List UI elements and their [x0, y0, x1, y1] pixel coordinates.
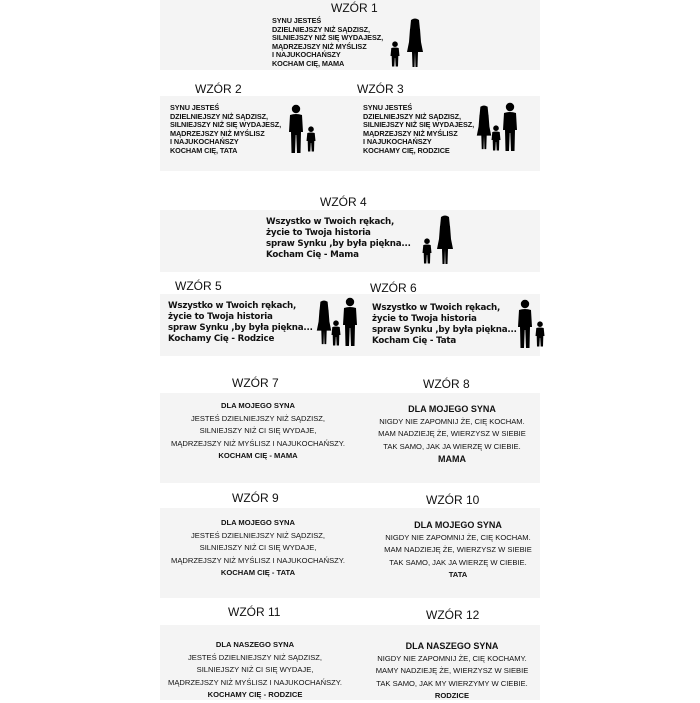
heading: DLA NASZEGO SYNA: [215, 640, 295, 649]
line: spraw Synku ,by była piękna...: [372, 325, 517, 335]
template-10-text: [358, 519, 558, 582]
template-1-text: [272, 17, 383, 69]
line: MAMY NADZIEJĘ ŻE, WIERZYSZ W SIEBIE: [375, 666, 529, 675]
father-son-silhouette-icon: [285, 103, 319, 155]
template-12-title: WZÓR 12: [426, 608, 480, 622]
signature: TATA: [448, 570, 468, 579]
line: MĄDRZEJSZY NIŻ MYŚLISZ: [272, 41, 367, 51]
template-10-title: WZÓR 10: [426, 493, 480, 507]
mother-son-silhouette-icon: [387, 17, 427, 69]
template-6-title: WZÓR 6: [370, 281, 417, 295]
line: SILNIEJSZY NIŻ SIĘ WYDAJESZ,: [272, 33, 384, 43]
line: spraw Synku ,by była piękna...: [266, 239, 411, 249]
line: SILNIEJSZY NIŻ CI SIĘ WYDAJE,: [199, 426, 317, 435]
line: JESTEŚ DZIELNIEJSZY NIŻ SĄDZISZ,: [190, 413, 326, 423]
template-4-title: WZÓR 4: [320, 195, 367, 209]
parents-son-silhouette-icon: [475, 101, 521, 153]
line: TAK SAMO, JAK JA WIERZĘ W CIEBIE.: [383, 441, 521, 451]
template-3-title: WZÓR 3: [357, 82, 404, 96]
line: MĄDRZEJSZY NIŻ MYŚLISZ I NAJUKOCHAŃSZY.: [168, 677, 342, 687]
line: życie to Twoja historia: [266, 228, 371, 238]
template-1-title: WZÓR 1: [331, 1, 378, 15]
template-5-text: [168, 301, 313, 345]
line: życie to Twoja historia: [168, 312, 273, 322]
line: SYNU JESTEŚ: [170, 103, 220, 112]
template-7-title: WZÓR 7: [232, 376, 279, 390]
line: SILNIEJSZY NIŻ CI SIĘ WYDAJE,: [199, 543, 317, 552]
line: DZIELNIEJSZY NIŻ SĄDZISZ,: [170, 111, 268, 121]
mother-son-silhouette-icon: [420, 214, 456, 266]
line: Kocham Cię - Tata: [372, 336, 457, 346]
line: I NAJUKOCHAŃSZY: [170, 137, 239, 147]
line: MĄDRZEJSZY NIŻ MYŚLISZ I NAJUKOCHAŃSZY.: [171, 438, 345, 448]
line: MAM NADZIEJĘ ŻE, WIERZYSZ W SIEBIE: [384, 545, 532, 554]
line: MĄDRZEJSZY NIŻ MYŚLISZ: [363, 128, 458, 138]
template-2-title: WZÓR 2: [195, 82, 242, 96]
line: DZIELNIEJSZY NIŻ SĄDZISZ,: [363, 111, 461, 121]
line: SILNIEJSZY NIŻ SIĘ WYDAJESZ,: [170, 120, 282, 130]
template-11-title: WZÓR 11: [228, 605, 281, 619]
line: SYNU JESTEŚ: [363, 103, 413, 112]
line: TAK SAMO, JAK JA WIERZĘ W CIEBIE.: [389, 557, 527, 567]
heading: DLA MOJEGO SYNA: [414, 520, 502, 530]
signature: RODZICE: [434, 691, 470, 700]
line: KOCHAM CIĘ, MAMA: [272, 58, 345, 68]
line: Wszystko w Twoich rękach,: [168, 301, 297, 311]
line: I NAJUKOCHAŃSZY: [272, 50, 341, 60]
signature: KOCHAM CIĘ - MAMA: [218, 451, 298, 460]
line: TAK SAMO, JAK MY WIERZYMY W CIEBIE.: [376, 678, 528, 688]
template-9-title: WZÓR 9: [232, 491, 279, 505]
line: KOCHAMY CIĘ, RODZICE: [363, 145, 450, 155]
line: JESTEŚ DZIELNIEJSZY NIŻ SĄDZISZ,: [190, 530, 326, 540]
line: DZIELNIEJSZY NIŻ SĄDZISZ,: [272, 24, 370, 34]
line: SILNIEJSZY NIŻ SIĘ WYDAJESZ,: [363, 120, 475, 130]
heading: DLA MOJEGO SYNA: [221, 518, 295, 527]
heading: DLA NASZEGO SYNA: [405, 641, 499, 651]
template-11-text: [155, 639, 355, 702]
line: MAM NADZIEJĘ ŻE, WIERZYSZ W SIEBIE: [378, 429, 526, 438]
template-7-text: [158, 400, 358, 463]
line: MĄDRZEJSZY NIŻ MYŚLISZ: [170, 128, 265, 138]
signature: KOCHAM CIĘ - TATA: [220, 568, 296, 577]
template-3-text: [363, 104, 474, 156]
template-8-title: WZÓR 8: [423, 377, 470, 391]
line: JESTEŚ DZIELNIEJSZY NIŻ SĄDZISZ,: [187, 652, 323, 662]
line: NIGDY NIE ZAPOMNIJ ŻE, CIĘ KOCHAM.: [379, 416, 525, 426]
line: SILNIEJSZY NIŻ CI SIĘ WYDAJE,: [196, 665, 314, 674]
line: Kocham Cię - Mama: [266, 250, 359, 260]
signature: KOCHAMY CIĘ - RODZICE: [207, 690, 303, 699]
template-4-text: [266, 217, 411, 261]
template-6-text: [372, 303, 517, 347]
signature: MAMA: [438, 454, 466, 464]
line: Wszystko w Twoich rękach,: [266, 217, 395, 227]
line: Wszystko w Twoich rękach,: [372, 303, 501, 313]
line: NIGDY NIE ZAPOMNIJ ŻE, CIĘ KOCHAMY.: [377, 653, 527, 663]
heading: DLA MOJEGO SYNA: [221, 401, 295, 410]
template-9-text: [158, 517, 358, 580]
line: NIGDY NIE ZAPOMNIJ ŻE, CIĘ KOCHAM.: [385, 532, 531, 542]
line: spraw Synku ,by była piękna...: [168, 323, 313, 333]
template-8-text: [352, 403, 552, 466]
template-12-text: [352, 640, 552, 703]
line: Kochamy Cię - Rodzice: [168, 334, 275, 344]
line: SYNU JESTEŚ: [272, 16, 322, 25]
template-5-title: WZÓR 5: [175, 279, 222, 293]
parents-son-silhouette-icon: [315, 296, 361, 348]
line: MĄDRZEJSZY NIŻ MYŚLISZ I NAJUKOCHAŃSZY.: [171, 555, 345, 565]
heading: DLA MOJEGO SYNA: [408, 404, 496, 414]
father-son-silhouette-icon: [514, 298, 548, 350]
line: I NAJUKOCHAŃSZY: [363, 137, 432, 147]
line: KOCHAM CIĘ, TATA: [170, 145, 238, 155]
template-2-text: [170, 104, 281, 156]
line: życie to Twoja historia: [372, 314, 477, 324]
